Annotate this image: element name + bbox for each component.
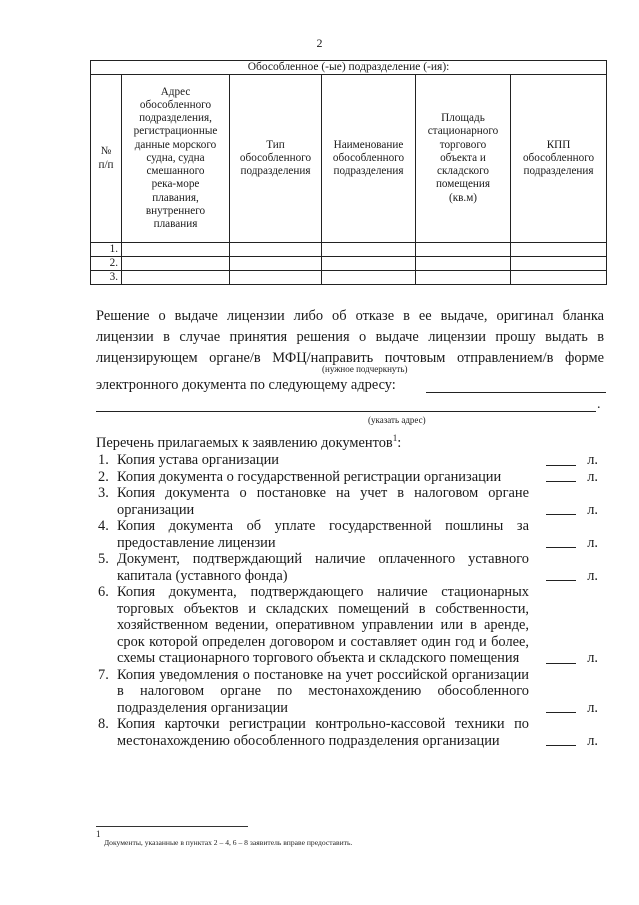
document-item-text: Копия документа об уплате государственной пошлины за предоставление лицензии bbox=[117, 518, 529, 551]
table-cell[interactable] bbox=[416, 271, 511, 285]
sheet-unit-label: л. bbox=[587, 452, 598, 469]
address-lead-text: электронного документа по следующему адресу: bbox=[96, 377, 396, 393]
page-number: 2 bbox=[316, 36, 323, 50]
sheet-count-field[interactable] bbox=[546, 568, 604, 584]
header-line: стационарного bbox=[427, 125, 499, 138]
header-line: плавания, bbox=[152, 191, 199, 204]
address-input-line-2[interactable] bbox=[96, 411, 596, 412]
document-item bbox=[96, 518, 604, 551]
header-line: складского bbox=[437, 165, 489, 178]
header-line: (кв.м) bbox=[448, 191, 478, 204]
document-item-text: Копия документа о государственной регистрации организации bbox=[117, 468, 502, 485]
address-hint: (указать адрес) bbox=[368, 415, 426, 425]
sheet-count-field[interactable] bbox=[546, 453, 604, 469]
sheet-count-field[interactable] bbox=[546, 502, 604, 518]
footnote-ref: 1 bbox=[392, 433, 398, 443]
header-line: помещения bbox=[435, 178, 491, 191]
header-address bbox=[122, 75, 230, 243]
sheet-count-field[interactable] bbox=[546, 700, 604, 716]
sheet-unit-label: л. bbox=[587, 468, 598, 485]
header-line: обособленного bbox=[332, 151, 405, 164]
sheet-unit-label: л. bbox=[587, 501, 598, 518]
table-cell[interactable] bbox=[511, 271, 607, 285]
decision-line: лицензии в случае принятия решения о выдаче лицензии прошу выдать в bbox=[96, 329, 604, 345]
document-item bbox=[96, 584, 604, 667]
document-item-text: Копия документа о постановке на учет в налоговом органе организации bbox=[117, 485, 529, 518]
document-item bbox=[96, 551, 604, 584]
document-item-number: 7. bbox=[98, 666, 109, 683]
header-line: обособленного bbox=[522, 151, 595, 164]
header-kpp bbox=[511, 75, 607, 243]
footnote-mark: 1 bbox=[96, 829, 101, 839]
table-cell[interactable] bbox=[122, 243, 230, 257]
decision-paragraph bbox=[96, 306, 604, 369]
sheet-unit-label: л. bbox=[587, 650, 598, 667]
document-item-number: 4. bbox=[98, 518, 109, 535]
table-caption: Обособленное (-ые) подразделение (-ия): bbox=[91, 61, 607, 75]
header-line: данные морского bbox=[134, 138, 217, 151]
table-cell[interactable] bbox=[322, 243, 416, 257]
document-item bbox=[96, 716, 604, 749]
sheet-count-blank[interactable] bbox=[546, 514, 576, 515]
document-item bbox=[96, 485, 604, 518]
decision-line: Решение о выдаче лицензии либо об отказе в ее выдаче, оригинал бланка bbox=[96, 308, 604, 324]
subdivision-table bbox=[90, 60, 607, 285]
sheet-count-blank[interactable] bbox=[546, 547, 576, 548]
header-line: объекта и bbox=[440, 151, 486, 164]
address-end-dot: . bbox=[597, 397, 601, 412]
header-line: Площадь bbox=[441, 112, 485, 125]
header-line: подразделения bbox=[240, 165, 311, 178]
header-line: регистрационные bbox=[133, 125, 218, 138]
table-cell[interactable] bbox=[230, 257, 322, 271]
header-line: судна, судна bbox=[146, 151, 205, 164]
sheet-count-field[interactable] bbox=[546, 733, 604, 749]
document-item bbox=[96, 667, 604, 717]
document-item bbox=[96, 469, 604, 486]
header-line: торгового bbox=[439, 138, 487, 151]
table-cell[interactable] bbox=[122, 257, 230, 271]
document-item-text: Копия документа, подтверждающего наличие стационарных торговых объектов и складских помещений в собственности, хозяйственном ведении, оперативном управлении или в аренде, срок которой определен договором и составляет один год и более, схемы стационарного торгового объекта и складского помещения bbox=[117, 584, 529, 667]
table-cell[interactable] bbox=[322, 271, 416, 285]
documents-list bbox=[96, 430, 604, 749]
sheet-count-field[interactable] bbox=[546, 651, 604, 667]
document-item-number: 1. bbox=[98, 452, 109, 469]
document-item-number: 5. bbox=[98, 551, 109, 568]
header-line: подразделения bbox=[523, 165, 594, 178]
sheet-unit-label: л. bbox=[587, 567, 598, 584]
sheet-count-blank[interactable] bbox=[546, 465, 576, 466]
header-line: п/п bbox=[98, 158, 114, 171]
documents-heading: Перечень прилагаемых к заявлению документов$^1$: bbox=[96, 433, 402, 451]
table-cell[interactable] bbox=[230, 243, 322, 257]
header-line: Адрес bbox=[160, 85, 191, 98]
table-cell[interactable] bbox=[122, 271, 230, 285]
header-type bbox=[230, 75, 322, 243]
document-item-number: 3. bbox=[98, 485, 109, 502]
document-item-text: Копия устава организации bbox=[117, 452, 279, 469]
document-item-text: Копия уведомления о постановке на учет российской организации в налоговом органе по местонахождению обособленного подразделения организации bbox=[117, 666, 529, 716]
header-area bbox=[416, 75, 511, 243]
header-name bbox=[322, 75, 416, 243]
sheet-count-field[interactable] bbox=[546, 535, 604, 551]
header-line: Тип bbox=[266, 138, 285, 151]
footnote-divider bbox=[96, 826, 248, 827]
header-line: обособленного bbox=[139, 99, 212, 112]
sheet-count-blank[interactable] bbox=[546, 745, 576, 746]
header-line: Наименование bbox=[333, 138, 404, 151]
table-cell[interactable] bbox=[416, 257, 511, 271]
document-item-number: 8. bbox=[98, 716, 109, 733]
sheet-unit-label: л. bbox=[587, 699, 598, 716]
header-number bbox=[91, 75, 122, 243]
document-item-number: 2. bbox=[98, 468, 109, 485]
header-line: смешанного bbox=[146, 165, 205, 178]
header-line: плавания bbox=[153, 217, 198, 230]
table-cell[interactable] bbox=[230, 271, 322, 285]
document-item-number: 6. bbox=[98, 584, 109, 601]
underline-hint: (нужное подчеркнуть) bbox=[322, 364, 408, 374]
footnote-text: Документы, указанные в пунктах 2 – 4, 6 – 8 заявитель вправе предоставить. bbox=[104, 838, 353, 847]
sheet-count-blank[interactable] bbox=[546, 663, 576, 664]
header-line: внутреннего bbox=[145, 204, 206, 217]
table-cell[interactable] bbox=[511, 257, 607, 271]
document-item bbox=[96, 452, 604, 469]
address-input-line-1[interactable] bbox=[426, 392, 606, 393]
sheet-unit-label: л. bbox=[587, 732, 598, 749]
sheet-count-blank[interactable] bbox=[546, 481, 576, 482]
header-line: подразделения, bbox=[139, 112, 212, 125]
row-number: 1. bbox=[91, 243, 122, 257]
header-line: подразделения bbox=[333, 165, 404, 178]
table-cell[interactable] bbox=[322, 257, 416, 271]
table-cell[interactable] bbox=[511, 243, 607, 257]
sheet-unit-label: л. bbox=[587, 534, 598, 551]
row-number: 3. bbox=[91, 271, 122, 285]
sheet-count-field[interactable] bbox=[546, 469, 604, 485]
sheet-count-blank[interactable] bbox=[546, 580, 576, 581]
document-item-text: Копия карточки регистрации контрольно-кассовой техники по местонахождению обособленного подразделения организации bbox=[117, 716, 529, 749]
sheet-count-blank[interactable] bbox=[546, 712, 576, 713]
decision-line: лицензирующем органе/в МФЦ/направить почтовым отправлением/в форме bbox=[96, 350, 604, 366]
table-cell[interactable] bbox=[416, 243, 511, 257]
header-line: река-море bbox=[151, 178, 200, 191]
header-line: обособленного bbox=[239, 151, 312, 164]
document-item-text: Документ, подтверждающий наличие оплаченного уставного капитала (уставного фонда) bbox=[117, 551, 529, 584]
header-line: № bbox=[100, 145, 112, 158]
row-number: 2. bbox=[91, 257, 122, 271]
header-line: КПП bbox=[546, 138, 571, 151]
